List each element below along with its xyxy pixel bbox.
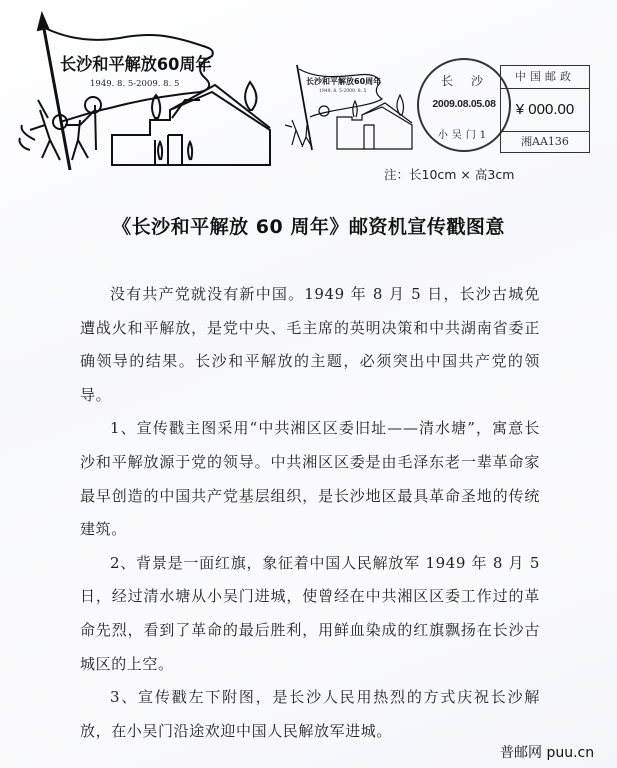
size-note: 注：长10cm × 高3cm: [384, 167, 515, 182]
paragraph-intro: 没有共产党就没有新中国。1949 年 8 月 5 日，长沙古城免遭战火和平解放，是党中央、毛主席的英明决策和中共湖南省委正确领导的结果。长沙和平解放的主题，必须突出中国共产党的领导。: [80, 285, 540, 404]
slogan-illustration-large: [0, 0, 290, 175]
document-body: [80, 278, 540, 748]
document-title: 《长沙和平解放 60 周年》邮资机宣传戳图意: [112, 216, 505, 238]
flag-title: 长沙和平解放60周年: [306, 77, 382, 86]
meter-header: 中国邮政: [501, 66, 589, 89]
site-watermark: 普邮网 puu.cn: [500, 745, 595, 761]
flag-dates: 1949. 8. 5-2009. 8. 5: [319, 89, 367, 94]
flag-dates: 1949. 8. 5-2009. 8. 5: [90, 79, 180, 89]
flag-title: 长沙和平解放60周年: [60, 55, 212, 75]
paragraph-point-1: 1、宣传戳主图采用“中共湘区区委旧址——清水塘”，寓意长沙和平解放源于党的领导。中共湘区区委是由毛泽东老一辈革命家最早创造的中国共产党基层组织，是长沙地区最具革命圣地的传统建筑。: [80, 419, 540, 539]
postmark-branch: 小吴门1: [437, 130, 491, 141]
slogan-illustration-small: [282, 55, 417, 155]
postmark-date: 2009.08.05.08: [432, 98, 496, 110]
meter-amount: ¥ 000.00: [501, 89, 589, 132]
postmark: [417, 58, 511, 152]
meter-code: 湘AA136: [521, 135, 569, 148]
postage-meter-stamp: [500, 65, 590, 153]
paragraph-point-2: 2、背景是一面红旗，象征着中国人民解放军 1949 年 8 月 5 日，经过清水塘从小吴门进城，使曾经在中共湘区区委工作过的革命先烈，看到了革命的最后胜利，用鲜血染成的红旗飘扬在长沙古城区的上空。: [80, 553, 540, 673]
paragraph-point-3: 3、宣传戳左下附图，是长沙人民用热烈的方式庆祝长沙解放，在小吴门沿途欢迎中国人民解放军进城。: [80, 688, 540, 740]
flag-building-illustration-small: [282, 55, 417, 155]
postmark-city: 长沙: [440, 74, 501, 88]
